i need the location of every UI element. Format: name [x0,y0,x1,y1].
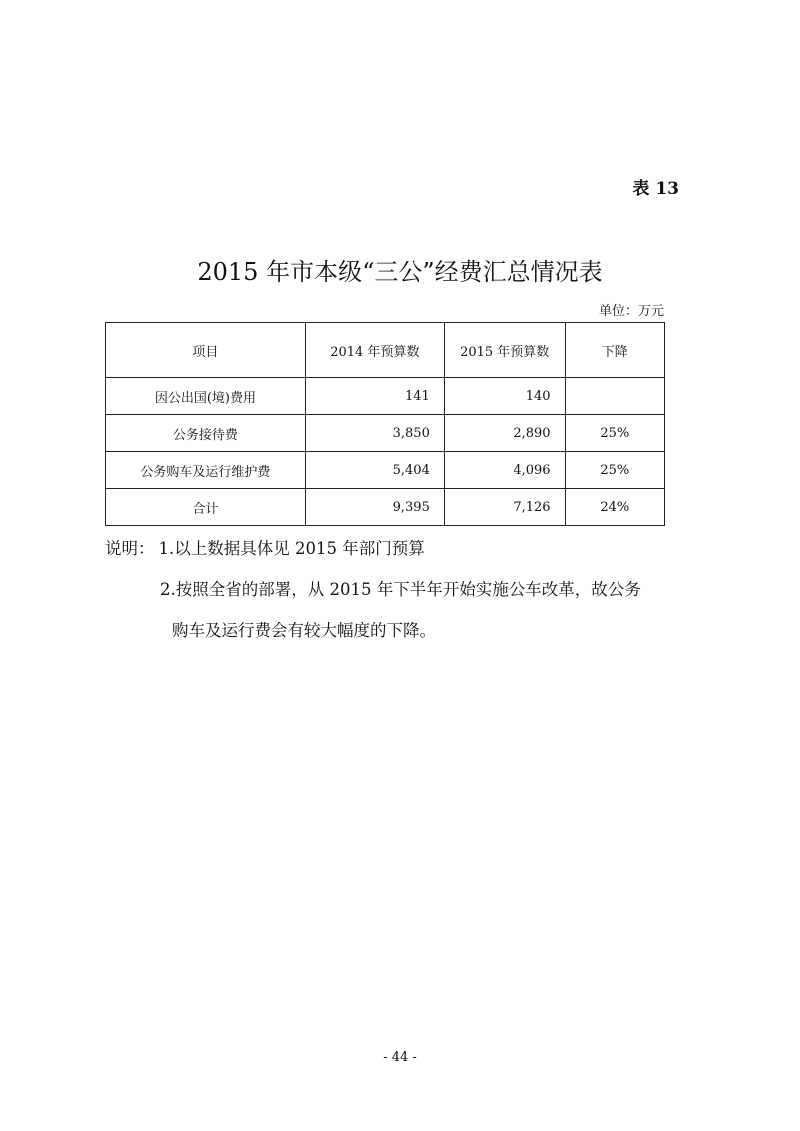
note-item-2 [105,575,705,645]
table-header-row [106,323,665,378]
unit-label: 单位：万元 [598,304,664,319]
header-budget-2015: 2015 年预算数 [444,323,565,378]
page-number: - 44 - [383,1050,417,1065]
note-item: 2.按照全省的部署，从 2015 年下半年开始实施公车改革，故公务 [160,580,641,599]
row-decrease: 24% [565,489,664,526]
row-item: 公务接待费 [106,415,306,452]
row-budget-2014: 3,850 [305,415,444,452]
row-budget-2015: 2,890 [444,415,565,452]
row-decrease [565,378,664,415]
row-item: 因公出国(境)费用 [106,378,306,415]
row-budget-2014: 9,395 [305,489,444,526]
row-budget-2015: 7,126 [444,489,565,526]
header-decrease: 下降 [565,323,664,378]
note-item: 1.以上数据具体见 2015 年部门预算 [158,539,425,558]
header-item: 项目 [106,323,306,378]
row-budget-2015: 140 [444,378,565,415]
notes-section [105,534,705,645]
table-row [106,415,665,452]
notes-label: 说明： [105,539,155,558]
row-item: 公务购车及运行维护费 [106,452,306,489]
row-item: 合计 [106,489,306,526]
note-line-1 [105,534,705,563]
header-budget-2014: 2014 年预算数 [305,323,444,378]
table-number-label: 表 13 [632,179,679,199]
table-row-total [106,489,665,526]
row-decrease: 25% [565,415,664,452]
table-row [106,378,665,415]
page-title: 2015 年市本级“三公”经费汇总情况表 [197,258,603,286]
row-budget-2015: 4,096 [444,452,565,489]
note-item-continuation: 购车及运行费会有较大幅度的下降。 [172,621,436,640]
row-budget-2014: 141 [305,378,444,415]
row-decrease: 25% [565,452,664,489]
expense-summary-table [105,322,665,526]
table-row [106,452,665,489]
row-budget-2014: 5,404 [305,452,444,489]
